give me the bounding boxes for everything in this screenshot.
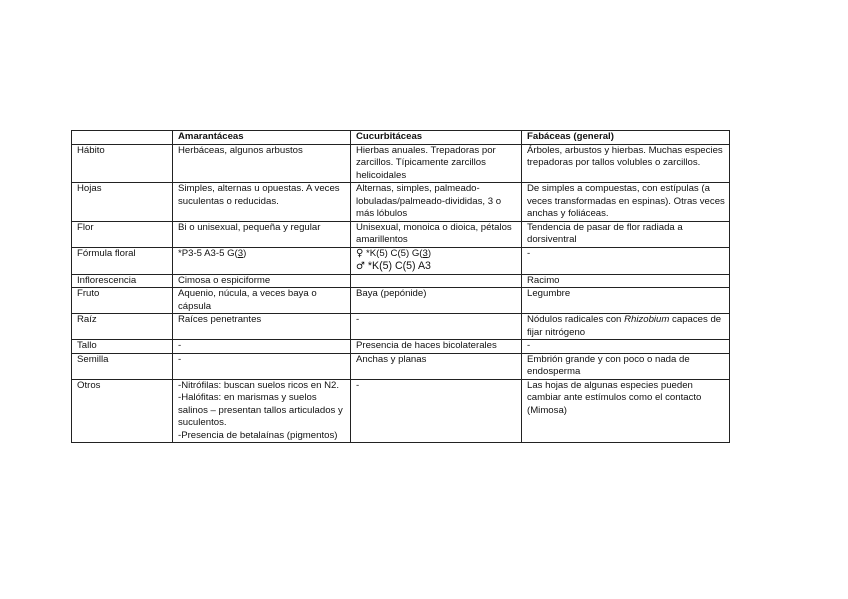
raiz-fab-suffix: capaces de fijar nitrógeno: [527, 314, 722, 338]
cell-inflorescencia-fabaceas: Racimo: [522, 274, 730, 288]
table-row-otros: [72, 379, 730, 443]
cell-habito-amarantaceas: Herbáceas, algunos arbustos: [173, 144, 351, 183]
table-row-formula-floral: [72, 247, 730, 274]
row-label-formula-floral: Fórmula floral: [72, 247, 173, 274]
cell-semilla-amarantaceas: -: [173, 353, 351, 379]
otros-amarant-line: -Presencia de betalaínas (pigmentos): [178, 429, 338, 441]
cell-flor-fabaceas: Tendencia de pasar de flor radiada a dorsiventral: [522, 221, 730, 247]
cell-formula-amarantaceas: [173, 247, 351, 274]
table-row-raiz: [72, 314, 730, 340]
table-row-semilla: [72, 353, 730, 379]
comparison-table: [71, 130, 730, 443]
cell-raiz-amarantaceas: Raíces penetrantes: [173, 314, 351, 340]
cell-habito-cucurbitaceas: Hierbas anuales. Trepadoras por zarcillos. Típicamente zarcillos helicoidales: [351, 144, 522, 183]
cell-inflorescencia-cucurbitaceas: [351, 274, 522, 288]
female-symbol-icon: ♀: [356, 247, 364, 259]
cell-raiz-fabaceas: [522, 314, 730, 340]
cell-fruto-cucurbitaceas: Baya (pepónide): [351, 288, 522, 314]
formula-female-line: [356, 248, 518, 261]
cell-otros-cucurbitaceas: -: [351, 379, 522, 443]
formula-female-suffix: ): [427, 247, 432, 259]
raiz-fab-rhizobium: Rhizobium: [624, 314, 670, 325]
cell-flor-amarantaceas: Bi o unisexual, pequeña y regular: [173, 221, 351, 247]
cell-raiz-cucurbitaceas: -: [351, 314, 522, 340]
row-label-raiz: Raíz: [72, 314, 173, 340]
formula-amarant-suffix: ): [243, 247, 247, 259]
cell-otros-fabaceas: Las hojas de algunas especies pueden cambiar ante estímulos como el contacto (Mimosa): [522, 379, 730, 443]
header-amarantaceas: Amarantáceas: [173, 131, 351, 145]
raiz-fab-prefix: Nódulos radicales con: [527, 314, 625, 325]
cell-tallo-cucurbitaceas: Presencia de haces bicolaterales: [351, 340, 522, 354]
cell-semilla-fabaceas: Embrión grande y con poco o nada de endosperma: [522, 353, 730, 379]
formula-male-text: *K(5) C(5) A3: [364, 260, 431, 272]
table-row-flor: [72, 221, 730, 247]
formula-female-prefix: *K(5) C(5) G(: [363, 247, 423, 259]
header-empty-cell: [72, 131, 173, 145]
cell-hojas-cucurbitaceas: Alternas, simples, palmeado-lobuladas/palmeado-divididas, 3 o más lóbulos: [351, 183, 522, 222]
table-row-tallo: [72, 340, 730, 354]
cell-formula-cucurbitaceas: [351, 247, 522, 274]
cell-otros-amarantaceas: [173, 379, 351, 443]
cell-flor-cucurbitaceas: Unisexual, monoica o dioica, pétalos amarillentos: [351, 221, 522, 247]
cell-hojas-amarantaceas: Simples, alternas u opuestas. A veces suculentas o reducidas.: [173, 183, 351, 222]
row-label-otros: Otros: [72, 379, 173, 443]
header-fabaceas: Fabáceas (general): [522, 131, 730, 145]
row-label-inflorescencia: Inflorescencia: [72, 274, 173, 288]
header-cucurbitaceas: Cucurbitáceas: [351, 131, 522, 145]
formula-female-ovary-number: 3: [422, 247, 428, 259]
cell-formula-fabaceas: -: [522, 247, 730, 274]
header-row: [72, 131, 730, 145]
formula-male-line: [356, 260, 518, 274]
row-label-flor: Flor: [72, 221, 173, 247]
row-label-semilla: Semilla: [72, 353, 173, 379]
otros-amarant-line: -Nitrófilas: buscan suelos ricos en N2.: [178, 379, 340, 391]
row-label-fruto: Fruto: [72, 288, 173, 314]
male-symbol-icon: ♂: [356, 261, 365, 272]
row-label-hojas: Hojas: [72, 183, 173, 222]
formula-amarant-ovary-number: 3: [237, 247, 244, 259]
cell-habito-fabaceas: Árboles, arbustos y hierbas. Muchas especies trepadoras por tallos volubles o zarcillos.: [522, 144, 730, 183]
cell-tallo-amarantaceas: -: [173, 340, 351, 354]
cell-hojas-fabaceas: De simples a compuestas, con estípulas (a veces transformadas en espinas). Otras veces anchas y foliáceas.: [522, 183, 730, 222]
cell-semilla-cucurbitaceas: Anchas y planas: [351, 353, 522, 379]
row-label-habito: Hábito: [72, 144, 173, 183]
cell-fruto-fabaceas: Legumbre: [522, 288, 730, 314]
table-row-inflorescencia: [72, 274, 730, 288]
table-row-habito: [72, 144, 730, 183]
table-row-fruto: [72, 288, 730, 314]
formula-amarant-prefix: *P3-5 A3-5 G(: [178, 247, 238, 259]
row-label-tallo: Tallo: [72, 340, 173, 354]
cell-tallo-fabaceas: -: [522, 340, 730, 354]
cell-inflorescencia-amarantaceas: Cimosa o espiciforme: [173, 274, 351, 288]
cell-fruto-amarantaceas: Aquenio, núcula, a veces baya o cápsula: [173, 288, 351, 314]
table-row-hojas: [72, 183, 730, 222]
otros-amarant-line: -Halófitas: en marismas y suelos salinos – presentan tallos articulados y suculentos.: [178, 392, 343, 428]
